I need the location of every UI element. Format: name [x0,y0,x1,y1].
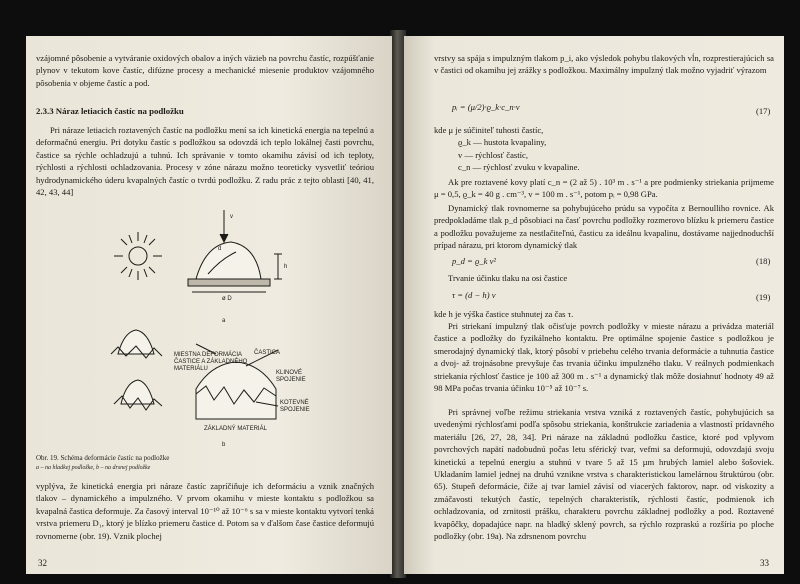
trvanie-line: Trvanie účinku tlaku na osi častice [448,273,568,283]
diameter-label: d [218,246,222,252]
paragraph-5: Pri striekaní impulzný tlak očisťuje povrch podložky v mieste nárazu a privádza materiál častice a podložky do fyzikálneho kontaktu. Pre optimálne spojenie častice s podložkou je smerodajný dynamický tlak, ktorý pôsobí v priebehu celého trvania deformácie a tuhnutia častice a dvoj- až trojnásobne prevyšuje čas trvania účinku impulzného tlaku. V reálnych podmienkach striekania rýchlosť častice je 100 až 300 m . s⁻¹ a dynamický tlak môže dosiahnuť hodnoty 49 až 98 MPa počas trvania účinku 10⁻⁵ až 10⁻⁷ s. [434,321,774,394]
paragraph-6: Pri správnej voľbe režimu striekania vrstva vzniká z roztavených častíc, pohybujúcich sa uvedenými rýchlosťami podľa spôsobu striekania, konštrukcie zariadenia a vlastností prídavného materiálu [26, 27, 28, 34]. Pri náraze na základnú podložku častice, ktoré pod vplyvom povrchových napätí nadobudnú počas letu sférický tvar, vefmi sa deformujú, odovzdajú svoju kinetickú a tepelnú energiu a stuhnú v tvare 5 až 15 µm hrubých lamiel alebo šošoviek. Ukladaním lamiel jednej na druhú vznikne vrstva s charakteristickou lamelárnou štruktúrou (obr. 65). Stupeň deformácie, čiže aj tvar lamiel závisí od viacerých faktorov, napr. od viskozity a zmáčavosti tekutých častíc, tepelných charakteristík, rýchlosti častíc, podmienok ich ochladzovania, od zrnitosti prášku, charakteru povrchu základnej podložky a pod. Roztavené kvapôčky, dopadajúce napr. na hladký sklený povrch, sa rýchlo rozpraskú a rozšíria po ploche podložky (obr. 19a). Na zdrsnenom povrchu [434,407,774,542]
subfigure-b-label: b [222,442,226,448]
equation-17-number: (17) [756,106,771,116]
figure-caption [36,454,376,473]
subfigure-a-label: a [222,318,226,324]
anchor-label: KOTEVNÉ SPOJENIE [280,400,310,413]
caption-title: Obr. 19. Schéma deformácie častíc na podložke [36,454,170,462]
intro-paragraph: vzájomné pôsobenie a vytváranie oxidových obalov a iných väzieb na povrchu častíc, rozpúšťanie plynov v tekutom kove častíc, difúzne procesy a mechanické miesenie produktov vzájomného pôsobenia v objeme častíc a pod. [36,53,374,88]
section-paragraph: Pri náraze letiacich roztavených častíc na podložku mení sa ich kinetická energia na tepelnú a deformačnú energiu. Pri dotyku častíc s podložkou sa odovzdá ich teplo lokálnej časti povrchu, častice sa rýchle ochladzujú a tuhnú. Ich správanie v tomto okamihu závisí od ich teploty, rýchlosti a rýchlosti ochladzovania. Procesy v zóne nárazu možno teoreticky vysvetliť teóriou hydrodynamického úderu kvapalných častíc o tvrdú podložku. Z radu prác z tejto oblasti [40, 41, 42, 43, 44] [36,125,374,198]
paragraph-4: kde h je výška častice stuhnutej za čas τ. [434,309,574,319]
equation-19: τ = (d − h) v [452,290,496,300]
paragraph-3: Dynamický tlak rovnomerne sa pohybujúceho prúdu sa vypočíta z Bernoulliho rovnice. Ak predpokladáme tlak p_d pôsobiaci na časť povrchu podložky rozmerovo blízku k priemeru častice a podložku považujeme za nestlačiteľnú, časticu za ideálnu kvapalinu, dostávame najjednoduchší prípad nárazu, pri ktorom dynamický tlak [434,203,774,251]
velocity-label: v [230,214,233,220]
left-page [26,36,392,574]
deformation-diagram [96,204,346,449]
right-page [404,36,784,574]
base-material-label: ZÁKLADNÝ MATERIÁL [204,426,267,432]
splash-icon [114,232,162,280]
particle-label: ČASTICA [254,350,281,356]
page-number-right: 33 [760,558,769,568]
section-heading: 2.3.3 Náraz letiacich častíc na podložku [36,106,184,116]
where-line-3: v — rýchlosť častíc, [458,149,529,160]
paragraph-2: Ak pre roztavené kovy platí c_n = (2 až 5) . 10³ m . s⁻¹ a pre podmienky striekania prijmeme μ = 0,5, ϱ_k = 40 g . cm⁻³, v = 100 m . s⁻¹, potom pᵢ = 0,98 GPa. [434,177,774,200]
where-line-1: kde μ je súčiniteľ tuhosti častíc, [434,125,544,135]
height-label: h [284,264,288,270]
figure-19 [96,204,346,449]
droplet-on-substrate [188,210,282,292]
where-line-4: c_n — rýchlosť zvuku v kvapaline. [458,162,580,173]
where-list [434,124,754,174]
deform-label: MIESTNA DEFORMÁCIA ČASTICE A ZÁKLADNÉHO MATERIÁLU [174,352,248,372]
page-number-left: 32 [38,558,47,568]
where-line-2: ϱ_k — hustota kvapaliny, [458,137,547,148]
equation-17: pᵢ = (μ/2)·ϱ_k·c_n·v [452,102,520,112]
top-paragraph: vrstvy sa spája s impulzným tlakom p_i, ako výsledok pohybu tlakových vĺn, rozprestierajúcich sa v častici od okamihu jej zrážky s podložkou. Maximálny impulzný tlak možno vyjadriť výrazom [434,53,774,76]
wedge-label: KLINOVÉ SPOJENIE [276,370,306,383]
equation-18-number: (18) [756,256,771,266]
bottom-paragraph: vyplýva, že kinetická energia pri náraze častíc zapríčiňuje ich deformáciu a vznik značných tlakov – dynamického a impulzného. V prvom okamihu v mieste kontaktu s podložkou sa kvapalná častica deformuje. Za časový interval 10⁻¹⁰ až 10⁻⁶ s sa v mieste kontaktu vytvorí tenká vrstva priemeru D₁, ktorý je blízko priemeru častice d. Potom sa v ďalšom čase častice deformujú rovnomerne (obr. 19). Vznik plochej [36,481,374,541]
caption-subtitle: a – na hladkej podložke, b – na drsnej podložke [36,465,151,471]
equation-19-number: (19) [756,292,771,302]
spread-diameter-label: ø D [222,296,232,302]
equation-18: p_d = ϱ_k v² [452,256,496,266]
rough-substrate-particles [111,330,281,419]
